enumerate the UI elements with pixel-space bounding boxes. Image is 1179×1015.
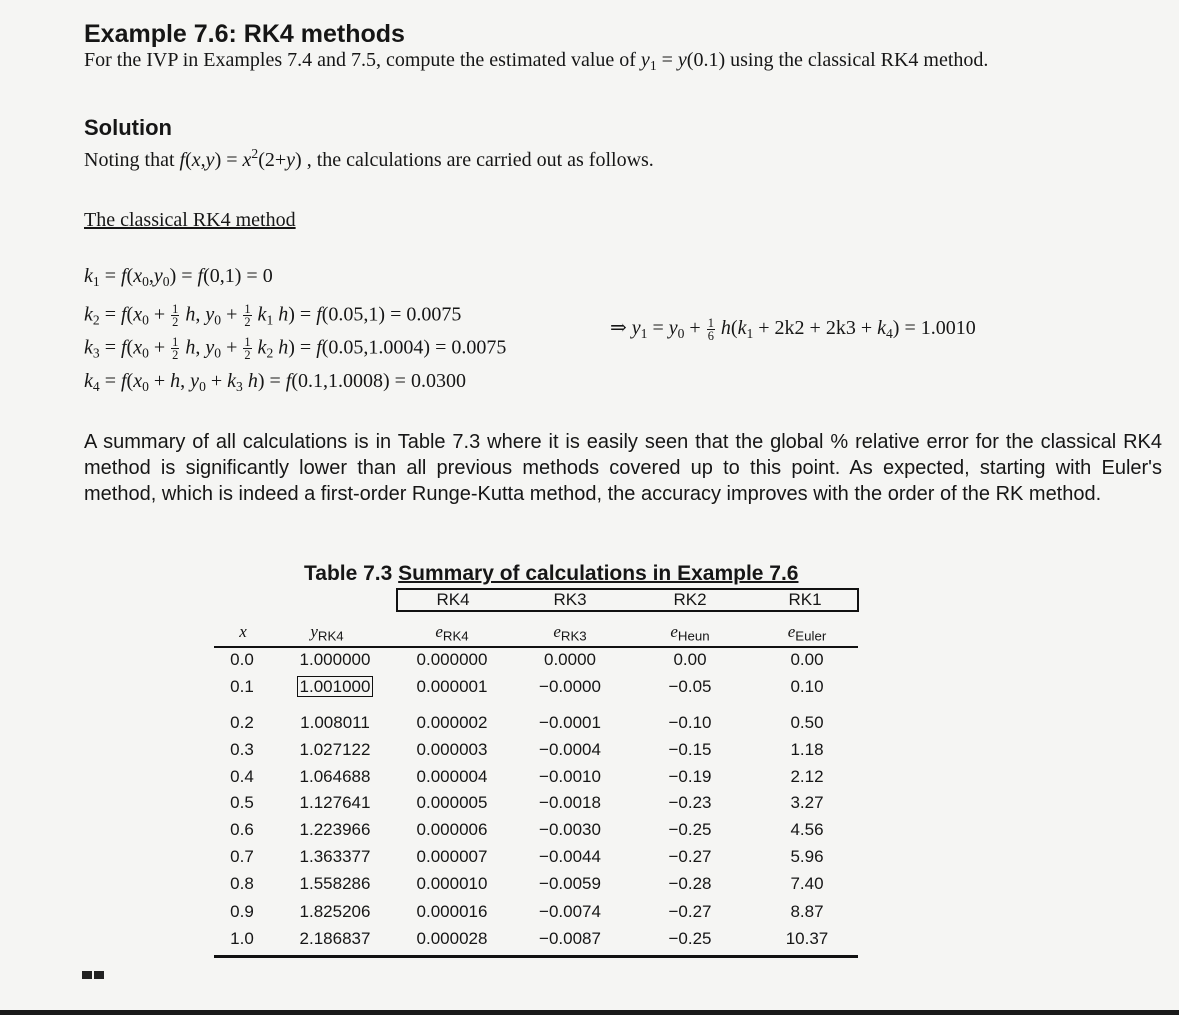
solution-heading: Solution <box>84 115 172 140</box>
cell-yrk4: 1.027122 <box>299 740 371 759</box>
equation-k4: $k_4 = f(x_0 + h$, $y_0 + k_3$ h) = f(0.1,1.0008) = 0.0300 <box>84 370 466 394</box>
cell-eheun: −0.25 <box>668 820 712 839</box>
method-header-rk4: RK4 <box>436 590 470 609</box>
column-header-eheun: $e_{Heun}$ <box>670 622 710 644</box>
column-header-yrk4: $y_{RK4}$ <box>310 622 344 644</box>
cell-eheun: −0.10 <box>668 713 712 732</box>
cell-yrk4: 1.064688 <box>299 767 371 786</box>
cell-erk3: −0.0010 <box>539 767 601 786</box>
page-bottom-edge <box>0 1010 1179 1015</box>
intro-math: $f(x,y) = x^2(2+y)$ <box>179 145 302 171</box>
cell-eheun: −0.05 <box>668 677 712 696</box>
cell-eeuler: 7.40 <box>790 874 824 893</box>
cell-erk3: −0.0018 <box>539 793 601 812</box>
column-header-eeuler: $e_{Euler}$ <box>787 622 827 644</box>
cell-eeuler: 0.50 <box>790 713 824 732</box>
cell-eheun: −0.27 <box>668 902 712 921</box>
cell-erk4: 0.000000 <box>416 650 488 669</box>
method-header-rk3: RK3 <box>553 590 587 609</box>
equation-y1: ⇒ $y_1 = y_0$ + $\frac{1}{6}$ $h(k_1 + 2k2 + 2k3 + k_4) = 1.0010$ <box>610 315 976 343</box>
cell-eeuler: 4.56 <box>790 820 824 839</box>
cell-erk3: −0.0087 <box>539 929 601 948</box>
cell-x: 1.0 <box>230 929 254 948</box>
cell-eheun: −0.28 <box>668 874 712 893</box>
cell-eeuler: 3.27 <box>790 793 824 812</box>
cell-x: 0.0 <box>230 650 254 669</box>
summary-paragraph <box>84 429 1162 507</box>
cell-yrk4: 1.127641 <box>299 793 371 812</box>
cell-eeuler: 2.12 <box>790 767 824 786</box>
cell-yrk4: 1.008011 <box>300 713 370 732</box>
cell-x: 0.3 <box>230 740 254 759</box>
cell-x: 0.1 <box>230 677 254 696</box>
rk4-method-heading: The classical RK4 method <box>84 209 296 231</box>
equation-k3: $k_3 = f(x_0$ + $\frac{1}{2}$ h, $y_0$ + $\frac{1}{2}$ $k_2$ h) = f(0.05,1.0004) = 0.0075 <box>84 335 507 363</box>
table-bottom-rule <box>214 955 858 958</box>
cell-yrk4: 1.825206 <box>299 902 371 921</box>
cell-eheun: −0.25 <box>668 929 712 948</box>
intro-text-pre: Noting that <box>84 149 180 171</box>
equation-k1: $k_1 = f(x_0,y_0) = f(0,1) = 0$ <box>84 265 273 289</box>
method-header-rk1: RK1 <box>788 590 822 609</box>
cell-erk3: 0.0000 <box>544 650 596 669</box>
intro-text-post: , the calculations are carried out as follows. <box>301 149 654 171</box>
cell-erk3: −0.0044 <box>539 847 601 866</box>
cell-x: 0.8 <box>230 874 254 893</box>
cell-erk4: 0.000005 <box>416 793 488 812</box>
cell-x: 0.6 <box>230 820 254 839</box>
problem-text-post: using the classical RK4 method. <box>725 49 989 71</box>
solution-intro <box>84 145 654 172</box>
cell-erk4: 0.000001 <box>416 677 488 696</box>
cell-eeuler: 1.18 <box>790 740 824 759</box>
column-header-erk4: $e_{RK4}$ <box>435 622 469 644</box>
cell-x: 0.2 <box>230 713 254 732</box>
cell-eeuler: 10.37 <box>785 929 829 948</box>
cell-erk4: 0.000016 <box>416 902 488 921</box>
cell-x: 0.5 <box>230 793 254 812</box>
table-header-rule <box>214 646 858 648</box>
table-caption-number: Table 7.3 <box>304 562 393 585</box>
cell-eheun: −0.27 <box>668 847 712 866</box>
cell-erk3: −0.0004 <box>539 740 601 759</box>
cell-yrk4: 1.558286 <box>299 874 371 893</box>
problem-text-pre: For the IVP in Examples 7.4 and 7.5, compute the estimated value of <box>84 49 641 71</box>
cell-eeuler: 8.87 <box>790 902 824 921</box>
cell-erk3: −0.0074 <box>539 902 601 921</box>
cell-erk4: 0.000010 <box>416 874 488 893</box>
cell-x: 0.7 <box>230 847 254 866</box>
cell-yrk4: 1.223966 <box>299 820 371 839</box>
example-title: Example 7.6: RK4 methods <box>84 20 405 48</box>
cell-x: 0.9 <box>230 902 254 921</box>
cell-yrk4: 1.363377 <box>299 847 371 866</box>
cell-yrk4: 1.000000 <box>299 650 371 669</box>
equation-k2: $k_2 = f(x_0$ + $\frac{1}{2}$ h, $y_0$ + $\frac{1}{2}$ $k_1$ h) = f(0.05,1) = 0.0075 <box>84 302 462 330</box>
cell-erk4: 0.000007 <box>416 847 488 866</box>
cell-x: 0.4 <box>230 767 254 786</box>
example-problem <box>84 49 988 72</box>
cell-erk3: −0.0000 <box>539 677 601 696</box>
cell-eeuler: 0.00 <box>790 650 824 669</box>
highlighted-y1-value: 1.001000 <box>297 676 374 697</box>
table-caption-text: Summary of calculations in Example 7.6 <box>398 562 799 585</box>
cell-eheun: 0.00 <box>673 650 707 669</box>
cell-eeuler: 5.96 <box>790 847 824 866</box>
cell-erk3: −0.0001 <box>539 713 601 732</box>
cell-erk4: 0.000003 <box>416 740 488 759</box>
cell-yrk4 <box>280 677 390 697</box>
cell-erk4: 0.000004 <box>416 767 488 786</box>
table-caption <box>304 562 798 586</box>
cell-eeuler: 0.10 <box>790 677 824 696</box>
cell-yrk4: 2.186837 <box>299 929 371 948</box>
cell-eheun: −0.23 <box>668 793 712 812</box>
cell-erk3: −0.0059 <box>539 874 601 893</box>
method-header-rk2: RK2 <box>673 590 707 609</box>
cell-eheun: −0.15 <box>668 740 712 759</box>
end-of-example-mark <box>82 966 106 984</box>
problem-math: $y_1 = y(0.1)$ <box>640 49 726 73</box>
summary-line-3: method, which is indeed a first-order Runge-Kutta method, the accuracy improves with the order of the RK method. <box>84 483 1102 505</box>
cell-erk4: 0.000002 <box>416 713 488 732</box>
cell-erk3: −0.0030 <box>539 820 601 839</box>
summary-line-1: A summary of all calculations is in Table 7.3 where it is easily seen that the global % relative error for the classical RK4 <box>84 431 1162 453</box>
cell-erk4: 0.000006 <box>416 820 488 839</box>
cell-erk4: 0.000028 <box>416 929 488 948</box>
cell-eheun: −0.19 <box>668 767 712 786</box>
column-header-erk3: $e_{RK3}$ <box>553 622 587 644</box>
column-header-x: x <box>239 622 247 641</box>
summary-line-2: method is significantly lower than all previous methods covered up to this point. As expected, starting with Euler's <box>84 457 1162 479</box>
